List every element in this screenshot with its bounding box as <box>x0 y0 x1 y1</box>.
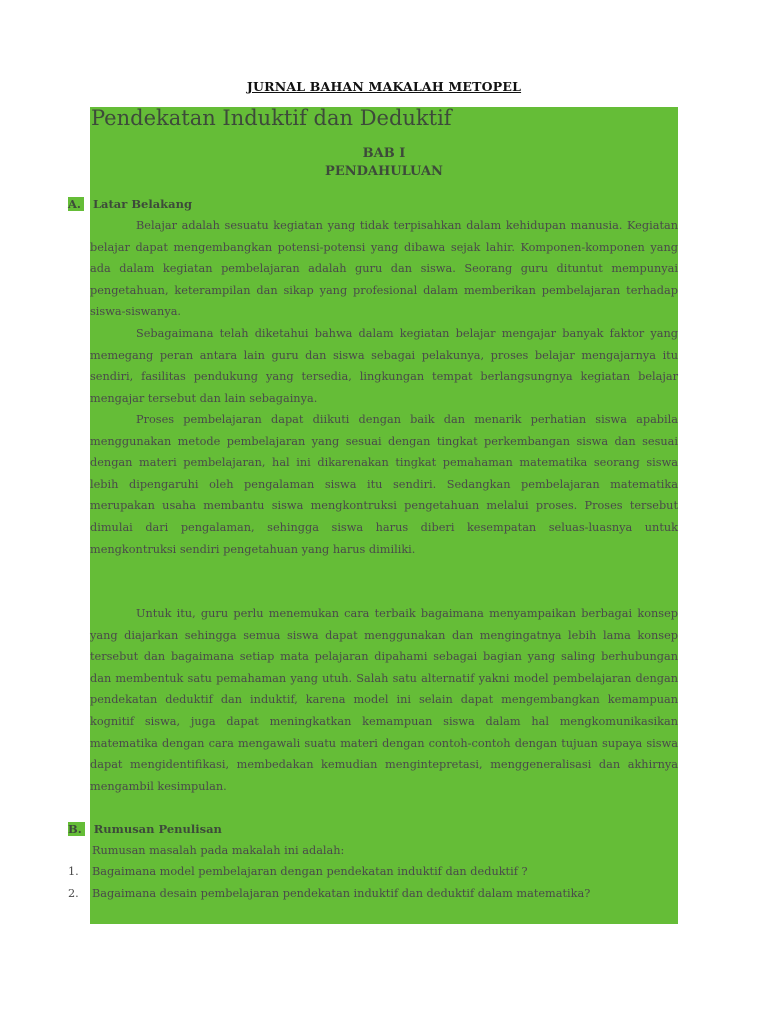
question-1-number: 1. <box>68 865 79 878</box>
section-a-title: Latar Belakang <box>92 197 192 211</box>
section-b-marker: B. <box>68 822 85 836</box>
paragraph-3: Proses pembelajaran dapat diikuti dengan baik dan menarik perhatian siswa apabila menggunakan metode pembelajaran yang sesuai dengan tingkat perkembangan siswa dan sesuai dengan materi pembelajaran, hal ini dikarenakan tingkat pemahaman matematika seorang siswa lebih dipengaruhi oleh pengalaman siswa itu sendiri. Sedangkan pembelajaran matematika merupakan usaha membantu siswa mengkontruksi pengetahuan melalui proses. Proses tersebut dimulai dari pengalaman, sehingga siswa harus diberi kesempatan seluas-luasnya untuk mengkontruksi sendiri pengetahuan yang harus dimiliki. <box>90 413 678 556</box>
paragraph-1: Belajar adalah sesuatu kegiatan yang tidak terpisahkan dalam kehidupan manusia. Kegiatan belajar dapat mengembangkan potensi-potensi yang dibawa sejak lahir. Komponen-komponen yang ada dalam kegiatan pembelajaran adalah guru dan siswa. Seorang guru dituntut mempunyai pengetahuan, keterampilan dan sikap yang profesional dalam memberikan pembelajaran terhadap siswa-siswanya. <box>90 219 678 319</box>
paragraph-4: Untuk itu, guru perlu menemukan cara terbaik bagaimana menyampaikan berbagai konsep yang diajarkan sehingga semua siswa dapat menggunakan dan mengingatnya lebih lama konsep tersebut dan bagaimana setiap mata pelajaran dipahami sebagai bagian yang saling berhubungan dan membentuk satu pemahaman yang utuh. Salah satu alternatif yakni model pembelajaran dengan pendekatan deduktif dan induktif, karena model ini selain dapat mengembangkan kemampuan kognitif siswa, juga dapat meningkatkan kemampuan siswa dalam hal mengkomunikasikan matematika dengan cara mengawali suatu materi dengan contoh-contoh dengan tujuan supaya siswa dapat mengidentifikasi, membedakan kemudian mengintepretasi, menggeneralisasi dan akhirnya mengambil kesimpulan. <box>90 607 678 793</box>
rumusan-intro: Rumusan masalah pada makalah ini adalah: <box>92 844 345 857</box>
journal-title: JURNAL BAHAN MAKALAH METOPEL <box>246 79 522 94</box>
question-2-number: 2. <box>68 887 79 900</box>
section-a-heading <box>68 197 192 211</box>
chapter-number: BAB I <box>362 146 406 161</box>
section-a-marker: A. <box>68 197 84 211</box>
document-title: Pendekatan Induktif dan Deduktif <box>91 106 452 130</box>
chapter-title: PENDAHULUAN <box>325 164 443 179</box>
section-b-title: Rumusan Penulisan <box>93 822 222 836</box>
question-2-text: Bagaimana desain pembelajaran pendekatan induktif dan deduktif dalam matematika? <box>92 887 591 900</box>
section-b-heading <box>68 822 222 836</box>
paragraph-2: Sebagaimana telah diketahui bahwa dalam kegiatan belajar mengajar banyak faktor yang memegang peran antara lain guru dan siswa sebagai pelakunya, proses belajar mengajarnya itu sendiri, fasilitas pendukung yang tersedia, lingkungan tempat berlangsungnya kegiatan belajar mengajar tersebut dan lain sebagainya. <box>90 327 678 405</box>
question-1-text: Bagaimana model pembelajaran dengan pendekatan induktif dan deduktif ? <box>92 865 528 878</box>
